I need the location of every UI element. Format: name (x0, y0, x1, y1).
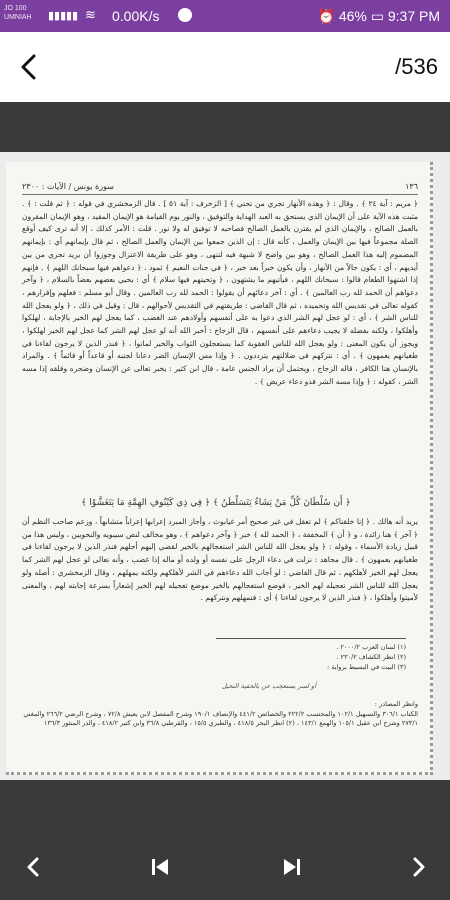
running-header-right: ١٣٦ (405, 182, 418, 191)
clock: 9:37 PM (387, 8, 440, 24)
page-viewer[interactable] (0, 152, 450, 780)
signal-2-icon: ▮▮ (66, 9, 79, 22)
sources-title: وانظر المصادر : (374, 700, 418, 708)
carrier-line-2: UMNIAH (4, 14, 32, 21)
battery-icon: ▭ (370, 8, 384, 24)
back-button[interactable] (14, 50, 44, 84)
running-header (22, 180, 418, 195)
next-page-button[interactable] (404, 852, 434, 882)
chevron-left-icon (18, 852, 48, 882)
handwritten-note: أو لسر يستعجب عن بالحفية النحيل (221, 682, 316, 690)
chevron-left-icon (18, 54, 40, 80)
status-right (317, 8, 440, 25)
notification-icon (178, 8, 192, 22)
last-page-button[interactable] (276, 852, 306, 882)
skip-back-icon (146, 852, 176, 882)
running-header-left: سورة يونس / الآيات : ٢٣٠٠ (22, 182, 114, 191)
page-counter: /536 (395, 54, 438, 79)
footnotes (166, 642, 406, 672)
top-spacer (0, 102, 450, 152)
wifi-icon: ≋ (85, 8, 96, 23)
body-text-2: يريد أنه هالك . ﴿ إنا خلقناكم ﴾ لم تعقل في غير صحيح أمر غيابوث ، وأجاز المبرد إعرابها إعراباً متشابهاً ، وزعم صاحب النظم أن ﴿ آخر ﴾ هنا زائدة ، و ﴿ أن ﴾ المخففة ، ﴿ الحمد لله ﴾ خبر ﴿ وآخر دعواهم ﴾ ، وهو مخالف لنص سيبويه والنحويين ، وليس هذا من قبيل زيادة الأسماء ، وقوله : ﴿ ولو يعجل الله للناس الشر استعجالهم بالخير لقضي إليهم أجلهم فنذر الذين لا يرجون لقاءنا في طغيانهم يعمهون ﴾ . قال مجاهد : نزلت في دعاء الرجل على نفسه أو ولده أو ماله إذا غضب ، وأنه تعالى لو عجل لهم الشر كما يعجل لهم الخير لأهلكهم ، ثم قال القاضي : لو أجاب الله دعاءهم في الشر لأهلكهم ولكنه يمهلهم ، وقال الزمخشري : أصله ولو يعجل الله للناس الشر تعجيله لهم الخير ، فوضع استعجالهم بالخير موضع تعجيله لهم الخير إشعاراً بسرعة إجابته لهم ، والمعنى لأميتوا وأهلكوا ، ﴿ فنذر الذين لا يرجون لقاءنا ﴾ أي : فنمهلهم ونتركهم . (22, 517, 418, 603)
document-page (6, 162, 433, 775)
footnote: (١) لسان العرب ٢٠٠٠/٢ . (336, 643, 406, 651)
carrier-label (4, 4, 32, 22)
alarm-icon: ⏰ (317, 8, 335, 24)
footnote-rule (216, 638, 406, 639)
sources-list: الكتاب ٣٠٦/١ والتسهيل ١٠٢/١ والمحتسب ٢٢٢/٢ والخصائص ٤٤١/٢ والإنصاف ١٩٠/١ وشرح المفصل لابن يعيش ٧٢/٨ ، وشرح الرضي ٢٦٦/٢ والمغني ٢٧٣/١ وشرح ابن عقيل ١٠٥/١ والهمع ١٤٣/١ ، (٢) انظر البحر ٤١٨/٥ ، والطبري ١٥/٥ ، والقرطبي ٣٦/٨ وابن كثير ٤١٨/٢ ، والدر المنثور ١٣٦/٣ (23, 709, 418, 727)
sources (22, 700, 418, 729)
bottom-spacer (0, 780, 450, 830)
previous-page-button[interactable] (18, 852, 48, 882)
chevron-right-icon (404, 852, 434, 882)
skip-forward-icon (276, 852, 306, 882)
battery-percent: 46% (338, 8, 367, 24)
page-navigation (0, 830, 450, 900)
app-header (0, 32, 450, 102)
status-bar (0, 0, 450, 32)
first-page-button[interactable] (146, 852, 176, 882)
footnote: (٢) انظر الكشاف ٢٣٠/٢ . (336, 653, 406, 661)
carrier-line-1: JO 100 (4, 5, 27, 12)
network-speed: 0.00K/s (112, 8, 160, 24)
signal-icon: ▮▮▮ (48, 9, 67, 22)
body-text: ﴿ مريم : آية ٢٤ ﴾ . وقال : ﴿ وهذه الأنهار تجري من تحتي ﴾ [ الزخرف : آية ٥١ ] . قال الزمخشري في قوله : ﴿ ثم قلت : ﴾ . مثبت هذه الآية على أن الإيمان الذي يستحق به العبد الهداية والتوفيق ، والنور يوم القيامة هو الإيمان المقيد ، وهو الإيمان المقرون بالعمل الصالح ، والإيمان الذي لم يقترن بالعمل الصالح فصاحبه لا توفيق له ولا نور . قلت : الأمر كذلك ، إلا أنه ترى كيف أوقع الصلة مجموعاً فيها بين الإيمان والعمل ، كأنه قال : إن الذين جمعوا بين الإيمان والعمل الصالح ، ثم قال بإيمانهم أي : بإيمانهم المضموم إليه هذا العمل الصالح ، وهو بين واضح لا شبهة فيه لتنهى ، وهو على طريقة الاعتزال وجوزوا أن يريد تجري من بين أيديهم ، أي : يكون حالاً من الأنهار ، وأن يكون خبراً بعد خبر ، ﴿ في جنات النعيم ﴾ ثمود ، ﴿ دعواهم فيها سبحانك اللهم ﴾ . فإنهم إذا اشتهوا الطعام قالوا : سبحانك اللهم ، فيأتيهم ما يشتهون ، ﴿ وتحيتهم فيها سلام ﴾ أي : يحيي بعضهم بعضاً بالسلام ، ﴿ وآخر دعواهم أن الحمد لله رب العالمين ﴾ . أي : آخر دعائهم أن يقولوا : الحمد لله رب العالمين . وقال أبو مسلم : فعلهم وإقرارهم ، كقوله تعالى في تقديس الله وتحميده ، ثم قال القاضي : طريقتهم في التقديس لأحوالهم ، قال : وقيل في ذلك ، ﴿ ولو يعجل الله للناس الشر ﴾ ، أي : لو عجل لهم الشر الذي دعوا به على أنفسهم وأولادهم عند الغضب ، كما يعجل لهم الخير بالإجابة ، لهلكوا وأهلكوا ، ولكنه بفضله لا يجيب دعاءهم على أنفسهم ، قال الزجاج : أخبر الله أنه لو عجل لهم الشر كما عجل لهم الخير لهلكوا ، ويجوز أن يكون المعنى : ولو يعجل الله للناس العقوبة كما يستعجلون الثواب والخير لماتوا ، ﴿ فنذر الذين لا يرجون لقاءنا في طغيانهم يعمهون ﴾ . أي : نتركهم في ضلالتهم يترددون . ﴿ وإذا مس الإنسان الضر دعانا لجنبه أو قاعداً أو قائماً ﴾ . والمراد بالإنسان هنا الكافر ، قاله الزجاج ، ويحتمل أن يراد الجنس عامة ، قال ابن كثير : يخبر تعالى عن الإنسان وضجره وقلقه إذا مسه الشر ، كقوله : ﴿ وإذا مسه الشر فذو دعاء عريض ﴾ . (22, 199, 419, 386)
verse-line: ﴿ أَن سُلْطَانَ كُلِّ مَنْ يَشَاءُ يَتَسَلْطَنُ ﴾ ﴿ فِي ذِي كَيْنُوفِ الهِمَّةِ مَا يَتَغَشَّوْا ﴾ (81, 498, 351, 508)
footnote: (٣) البيت في البسيط برواية : (326, 663, 406, 671)
